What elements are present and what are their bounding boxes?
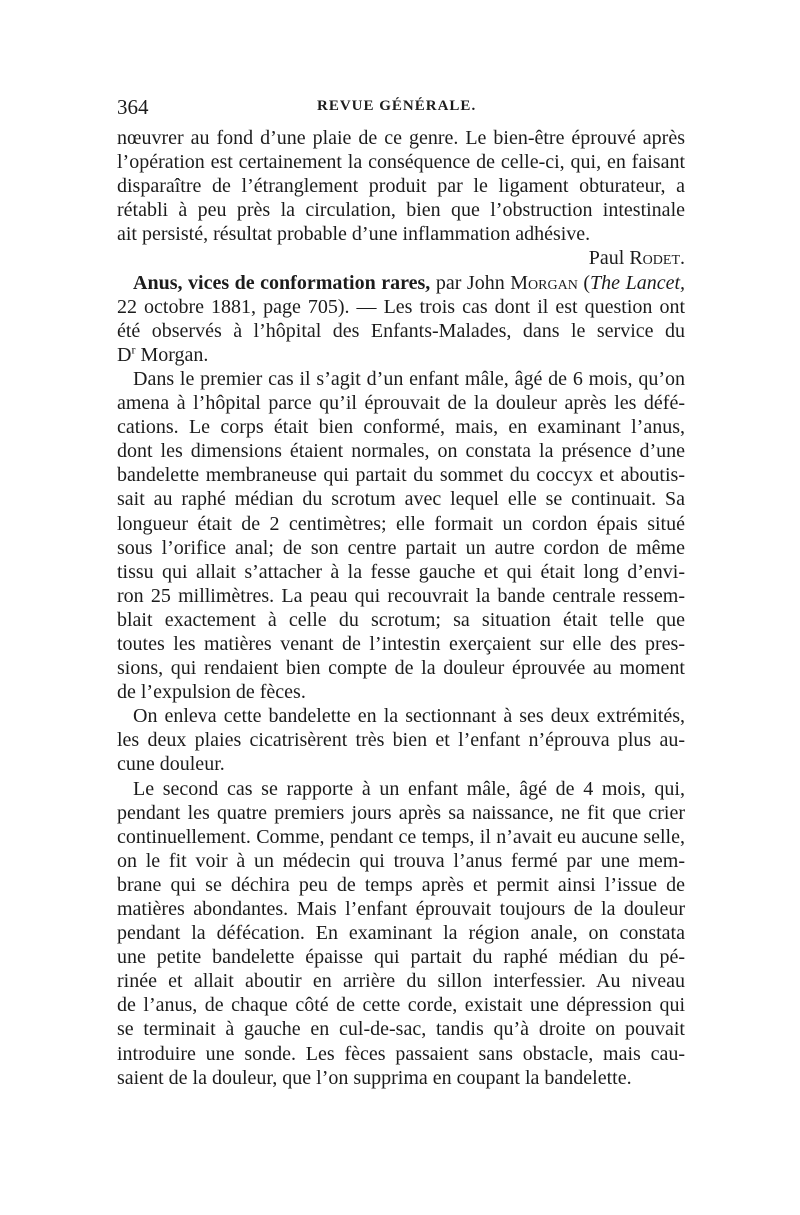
text-line: longueur était de 2 centimètres; elle formait un cordon épais situé	[117, 512, 685, 535]
text-line	[117, 343, 685, 367]
text-line: continuellement. Comme, pendant ce temps, il n’avait eu aucune selle,	[117, 825, 685, 848]
paragraph-first-case	[117, 367, 685, 704]
text-line: rinée et allait aboutir en arrière du sillon interfessier. Au niveau	[117, 970, 685, 993]
text-line: sous l’orifice anal; de son centre partait un autre cordon de même	[117, 536, 685, 559]
text-line: pendant les quatre premiers jours après sa naissance, ne fit que crier	[117, 801, 685, 824]
text-line: sait au raphé médian du scrotum avec lequel elle se continuait. Sa	[117, 488, 685, 511]
text-line: de l’anus, de chaque côté de cette corde, existait une dépression qui	[117, 994, 685, 1017]
article-heading	[117, 271, 685, 367]
text-line: ait persisté, résultat probable d’une inflammation adhésive.	[117, 223, 591, 246]
page-header	[117, 95, 685, 121]
text-line: ron 25 millimètres. La peau qui recouvrait la bande centrale ressem-	[117, 584, 685, 607]
article-paren: (	[583, 271, 591, 294]
text-line: dont les dimensions étaient normales, on constata la présence d’une	[117, 440, 685, 463]
text-line: amena à l’hôpital parce qu’il éprouvait de la douleur après les défé-	[117, 392, 685, 415]
text-line: les deux plaies cicatrisèrent très bien et l’enfant n’éprouva plus au-	[117, 729, 685, 752]
text-line: saient de la douleur, que l’on supprima en coupant la bandelette.	[117, 1066, 632, 1089]
text-line: introduire une sonde. Les fèces passaient sans obstacle, mais cau-	[117, 1042, 685, 1065]
article-title-line	[117, 271, 685, 295]
text-line: cations. Le corps était bien conformé, mais, en examinant l’anus,	[117, 416, 685, 439]
text-line: on le fit voir à un médecin qui trouva l’anus fermé par une mem-	[117, 849, 685, 872]
text-line: l’opération est certainement la conséquence de celle-ci, qui, en faisant	[117, 151, 685, 174]
text-line: été observés à l’hôpital des Enfants-Malades, dans le service du	[117, 319, 685, 342]
paragraph-second-case	[117, 777, 685, 1090]
text-line: On enleva cette bandelette en la sectionnant à ses deux extrémités,	[133, 705, 685, 728]
text-line: bandelette membraneuse qui partait du sommet du coccyx et aboutis-	[117, 464, 685, 487]
article-by: par John	[435, 271, 505, 294]
text-line: sions, qui rendaient bien compte de la douleur éprouvée au moment	[117, 657, 685, 680]
page-number: 364	[117, 95, 149, 119]
text-line: 22 octobre 1881, page 705). — Les trois cas dont il est question ont	[117, 295, 685, 318]
text-line: disparaître de l’étranglement produit par le ligament obturateur, a	[117, 175, 685, 198]
article-title: Anus, vices de conformation rares,	[133, 271, 431, 294]
signature-last-name: Rodet.	[629, 247, 685, 270]
signature	[117, 246, 685, 270]
text-line: tissu qui allait s’attacher à la fesse gauche et qui était long d’envi-	[117, 560, 685, 583]
page-body	[117, 126, 685, 1090]
text-line: nœuvrer au fond d’une plaie de ce genre. Le bien-être éprouvé après	[117, 127, 685, 149]
doctor-abbrev: D	[117, 343, 132, 366]
signature-first-name: Paul	[588, 247, 625, 270]
text-line: brane qui se déchira peu de temps après et permit ainsi l’issue de	[117, 873, 685, 896]
intro-paragraph	[117, 126, 685, 271]
article-author: Morgan	[510, 271, 578, 294]
text-line: blait exactement à celle du scrotum; sa situation était telle que	[117, 608, 685, 631]
text-line: Le second cas se rapporte à un enfant mâle, âgé de 4 mois, qui,	[133, 777, 685, 800]
doctor-abbrev-sup: r	[131, 342, 136, 357]
text-line: une petite bandelette épaisse qui partait du raphé médian du pé-	[117, 946, 685, 969]
running-title: REVUE GÉNÉRALE.	[317, 98, 477, 114]
text-line: toutes les matières venant de l’intestin exerçaient sur elle des pres-	[117, 632, 685, 655]
text-line: Dans le premier cas il s’agit d’un enfant mâle, âgé de 6 mois, qu’on	[133, 367, 685, 390]
text-line: rétabli à peu près la circulation, bien que l’obstruction intestinale	[117, 199, 685, 222]
article-journal: The Lancet,	[590, 271, 686, 294]
text-line: cune douleur.	[117, 753, 225, 776]
text-line: de l’expulsion de fèces.	[117, 681, 306, 704]
text-line: pendant la défécation. En examinant la région anale, on constata	[117, 922, 685, 945]
paragraph-treatment	[117, 704, 685, 776]
text-line: se terminait à gauche en cul-de-sac, tandis qu’à droite on pouvait	[117, 1018, 685, 1041]
text-line: matières abondantes. Mais l’enfant éprouvait toujours de la douleur	[117, 898, 685, 920]
doctor-name: Morgan.	[135, 343, 209, 366]
